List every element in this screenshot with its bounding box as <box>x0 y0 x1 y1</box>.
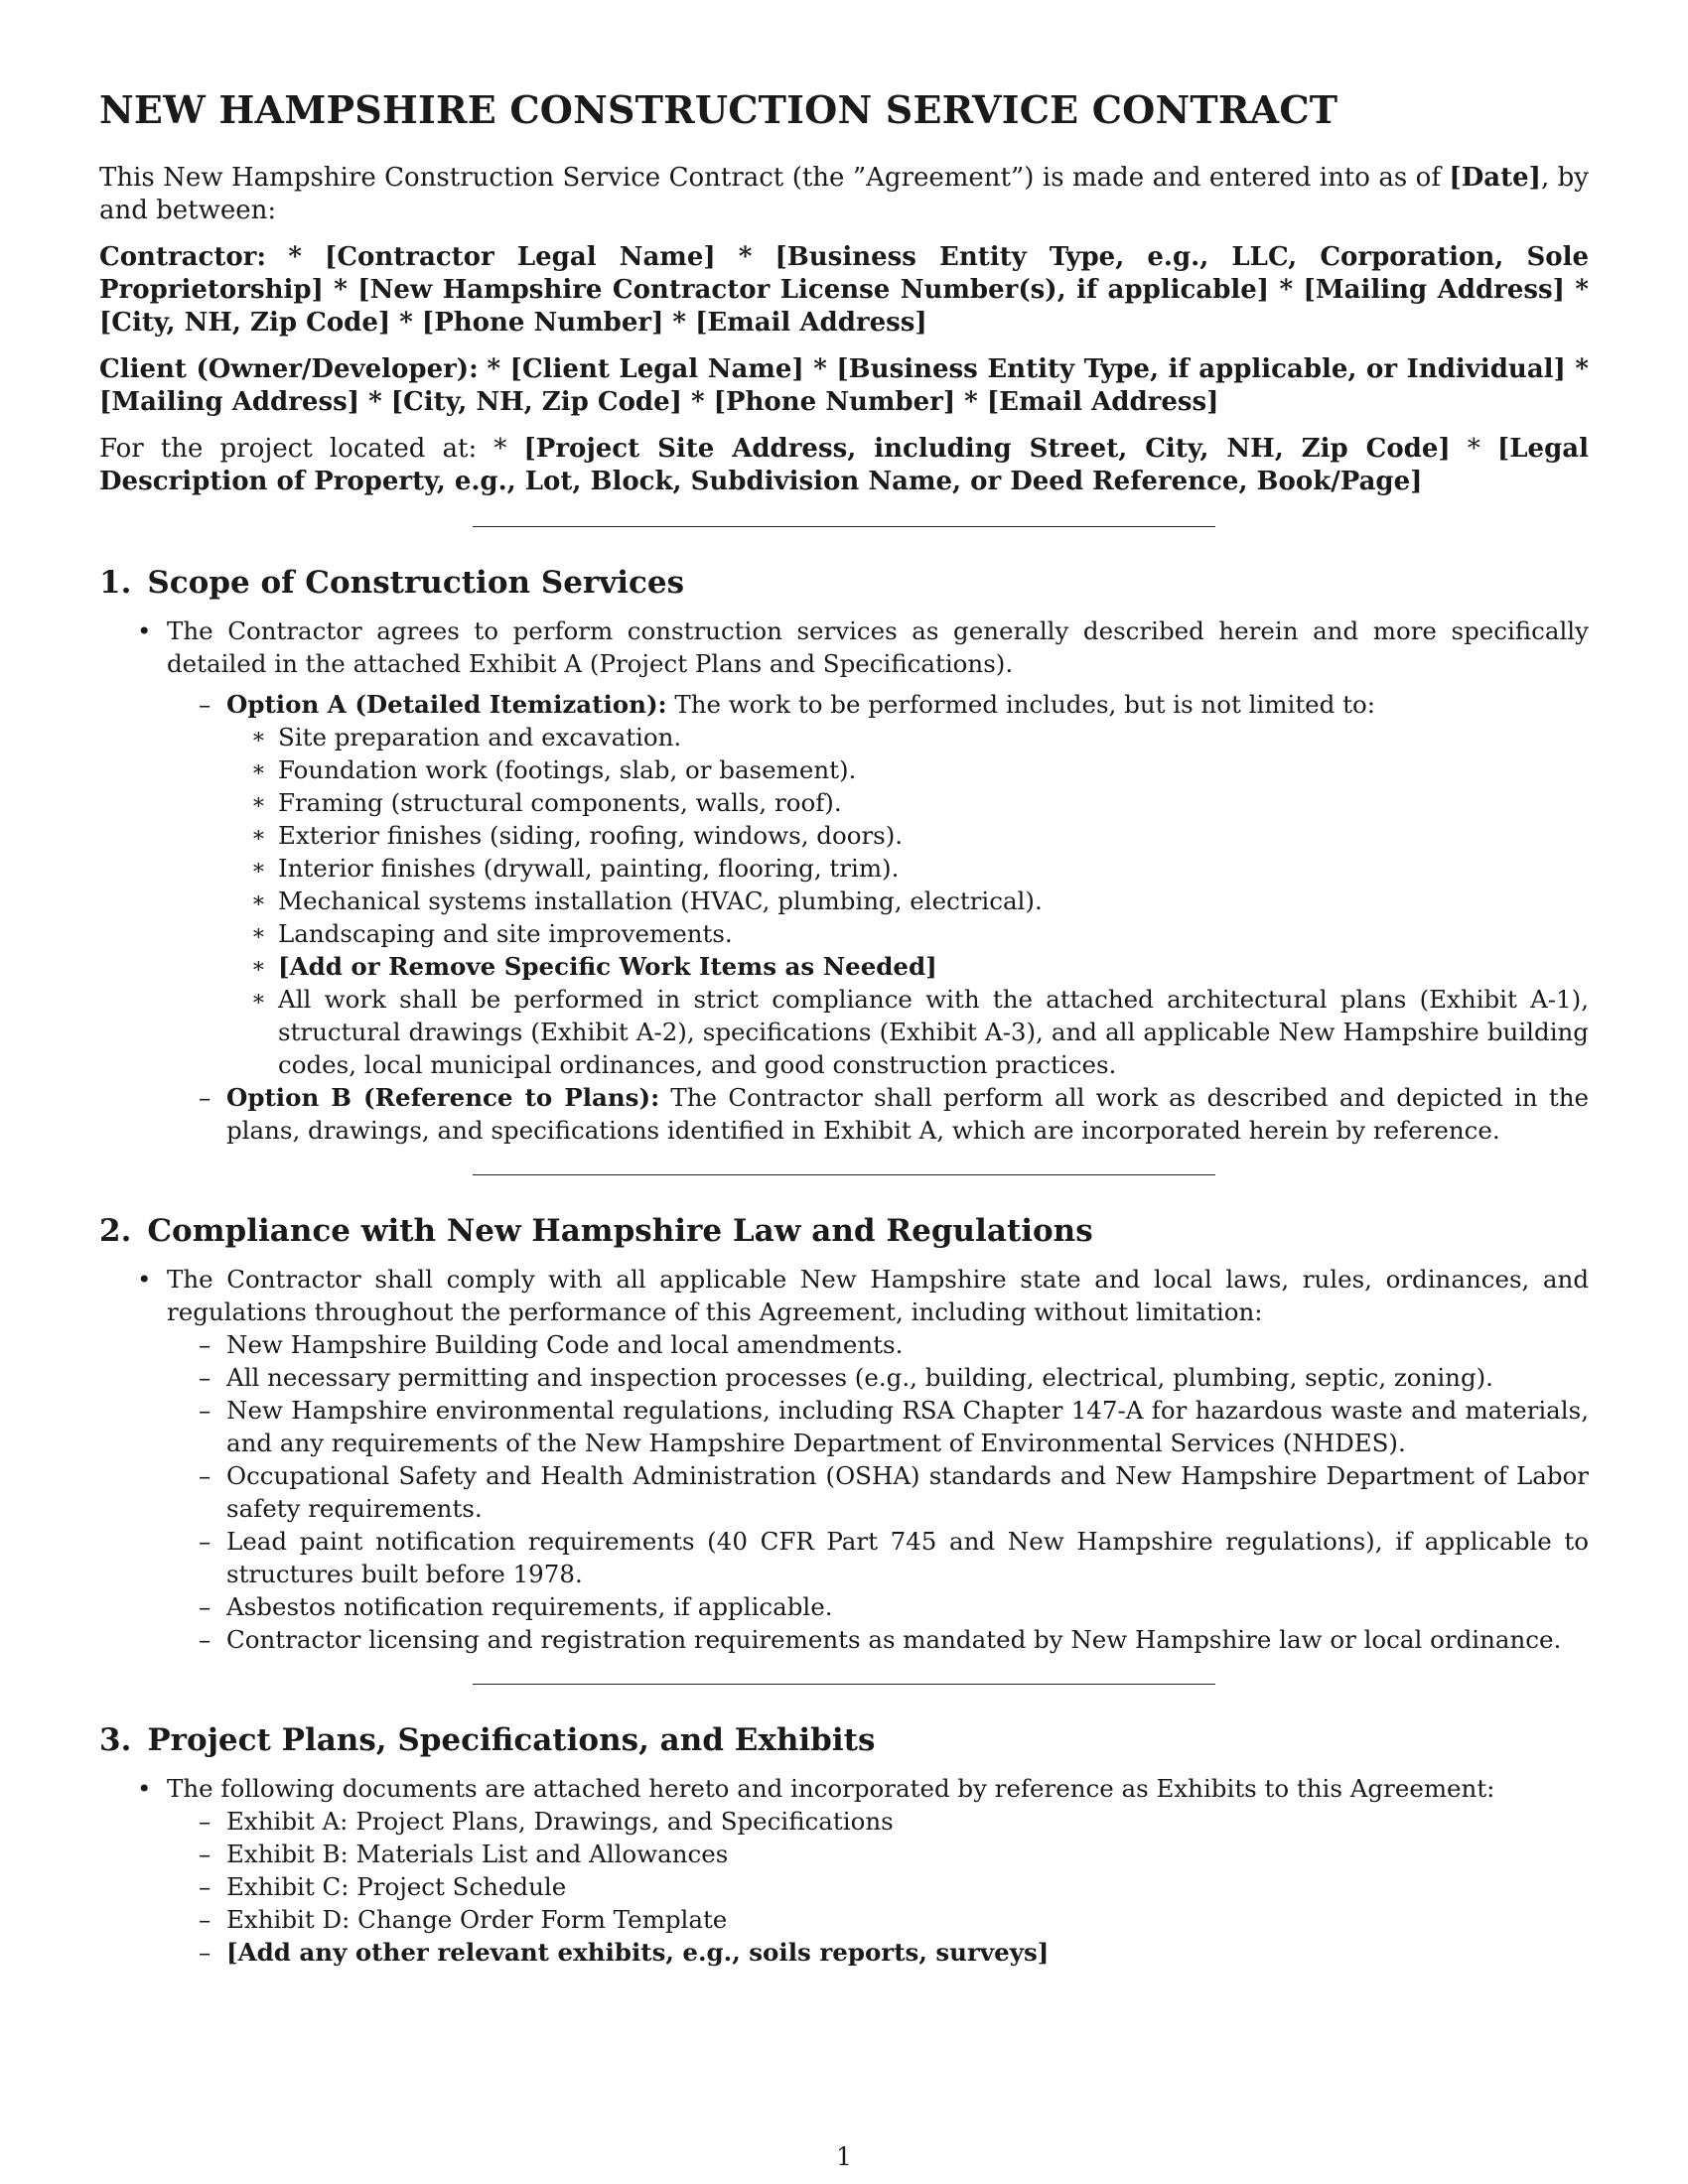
dash-marker: – <box>199 1330 211 1359</box>
option-b-text: The Contractor shall perform all work as described and depicted in the plans, drawings, and specifications identified in Exhibit A, which are incorporated herein by reference. <box>226 1083 1589 1145</box>
list-item <box>99 1936 1589 1969</box>
list-item-text: New Hampshire Building Code and local amendments. <box>226 1330 904 1359</box>
star-marker: ∗ <box>251 888 266 913</box>
list-item <box>99 1870 1589 1903</box>
option-a-item <box>99 688 1589 1081</box>
list-item <box>99 1263 1589 1656</box>
divider <box>473 1174 1215 1175</box>
client-block <box>99 353 1589 419</box>
project-lead: For the project located at: * <box>99 434 524 464</box>
list-item-text: Lead paint notification requirements (40 CFR Part 745 and New Hampshire regulations), if applicable to structures built before 1978. <box>226 1527 1589 1588</box>
star-marker: ∗ <box>251 725 266 750</box>
contractor-fields: * [Contractor Legal Name] * [Business Entity Type, e.g., LLC, Corporation, Sole Proprietorship] * [New Hampshire Contractor License Number(s), if applicable] * [Mailing Address] * [City, NH, Zip Code] * [Phone Number] * [Email Address] <box>99 242 1589 338</box>
exhibit-text: Exhibit C: Project Schedule <box>226 1872 567 1901</box>
page-number: 1 <box>836 2142 852 2171</box>
list-item-text: The Contractor agrees to perform construction services as generally described herein and more specifically detailed in the attached Exhibit A (Project Plans and Specifications). <box>167 616 1589 678</box>
project-sep: * <box>1450 434 1497 464</box>
section-title: Project Plans, Specifications, and Exhibits <box>147 1722 876 1758</box>
dash-marker: – <box>199 1938 211 1967</box>
list-item-text: All necessary permitting and inspection processes (e.g., building, electrical, plumbing, septic, zoning). <box>226 1363 1493 1392</box>
star-marker: ∗ <box>251 856 266 881</box>
list-item-text: The Contractor shall comply with all applicable New Hampshire state and local laws, rules, ordinances, and regulations throughout the performance of this Agreement, including without limitation: <box>167 1265 1589 1326</box>
list-item <box>99 786 1589 819</box>
list-item <box>99 1772 1589 1969</box>
list-item <box>99 753 1589 786</box>
client-label: Client (Owner/Developer): <box>99 354 479 384</box>
list-item <box>99 1394 1589 1459</box>
dash-marker: – <box>199 1396 211 1425</box>
work-item-text: Site preparation and excavation. <box>278 723 682 751</box>
contractor-label: Contractor: <box>99 242 266 272</box>
intro-paragraph <box>99 162 1589 227</box>
dash-marker: – <box>199 1461 211 1490</box>
list-item <box>99 721 1589 753</box>
bullet-marker: • <box>137 1265 152 1294</box>
exhibit-text: Exhibit A: Project Plans, Drawings, and Specifications <box>226 1807 894 1836</box>
section-number: 3. <box>99 1722 132 1758</box>
list-item <box>99 819 1589 852</box>
list-item <box>99 1903 1589 1936</box>
work-item-text: Foundation work (footings, slab, or basement). <box>278 755 857 784</box>
work-items-list <box>226 721 1589 1081</box>
list-item-text: New Hampshire environmental regulations, including RSA Chapter 147-A for hazardous waste and materials, and any requirements of the New Hampshire Department of Environmental Services (NHDES). <box>226 1396 1589 1457</box>
list-item <box>99 1459 1589 1525</box>
dash-marker: – <box>199 1807 211 1836</box>
exhibit-text: Exhibit B: Materials List and Allowances <box>226 1840 729 1868</box>
project-location <box>99 433 1589 498</box>
star-marker: ∗ <box>251 823 266 848</box>
add-items-placeholder: [Add or Remove Specific Work Items as Needed] <box>278 952 937 981</box>
list-item <box>99 1328 1589 1361</box>
divider <box>473 1684 1215 1685</box>
document-title: NEW HAMPSHIRE CONSTRUCTION SERVICE CONTRACT <box>99 87 1338 132</box>
list-item-text: Occupational Safety and Health Administration (OSHA) standards and New Hampshire Department of Labor safety requirements. <box>226 1461 1589 1523</box>
list-item-text: Asbestos notification requirements, if applicable. <box>226 1592 833 1621</box>
dash-marker: – <box>199 1840 211 1868</box>
legal-description-placeholder: [Legal Description of Property, e.g., Lot, Block, Subdivision Name, or Deed Reference, Book/Page] <box>99 434 1589 496</box>
compliance-text: All work shall be performed in strict compliance with the attached architectural plans (Exhibit A-1), structural drawings (Exhibit A-2), specifications (Exhibit A-3), and all applicable New Hampshire building codes, local municipal ordinances, and good construction practices. <box>278 985 1589 1079</box>
section-title: Scope of Construction Services <box>147 565 685 601</box>
dash-marker: – <box>199 1592 211 1621</box>
bullet-marker: • <box>137 616 152 645</box>
option-b-item <box>99 1081 1589 1147</box>
list-item <box>99 1525 1589 1590</box>
add-exhibits-placeholder: [Add any other relevant exhibits, e.g., soils reports, surveys] <box>226 1938 1050 1967</box>
section-2-list <box>99 1263 1589 1656</box>
star-marker: ∗ <box>251 921 266 946</box>
work-item-text: Exterior finishes (siding, roofing, windows, doors). <box>278 821 904 850</box>
list-item <box>99 1590 1589 1623</box>
option-a-label: Option A (Detailed Itemization): <box>226 690 667 719</box>
exhibits-list <box>167 1805 1589 1969</box>
list-item <box>99 614 1589 1147</box>
dash-marker: – <box>199 1905 211 1934</box>
divider <box>473 526 1215 527</box>
section-1-heading <box>99 565 1589 601</box>
list-item <box>99 950 1589 983</box>
list-item-text: The following documents are attached hereto and incorporated by reference as Exhibits to this Agreement: <box>167 1774 1495 1803</box>
section-3-list <box>99 1772 1589 1969</box>
list-item <box>99 885 1589 917</box>
dash-marker: – <box>199 1625 211 1654</box>
bullet-marker: • <box>137 1774 152 1803</box>
star-marker: ∗ <box>251 757 266 782</box>
work-item-text: Landscaping and site improvements. <box>278 919 733 948</box>
list-item <box>99 1838 1589 1870</box>
option-b-text-block <box>226 1081 1589 1147</box>
dash-marker: – <box>199 1083 211 1112</box>
section-3-heading <box>99 1722 1589 1758</box>
intro-text: This New Hampshire Construction Service Contract (the ”Agreement”) is made and entered into as of <box>99 163 1450 193</box>
list-item-text: Contractor licensing and registration requirements as mandated by New Hampshire law or local ordinance. <box>226 1625 1562 1654</box>
section-2-heading <box>99 1213 1589 1249</box>
intro-text-end: , by and between: <box>99 163 1589 225</box>
section-number: 1. <box>99 565 132 601</box>
section-number: 2. <box>99 1213 132 1249</box>
work-item-text: Mechanical systems installation (HVAC, plumbing, electrical). <box>278 887 1043 915</box>
star-marker: ∗ <box>251 987 266 1012</box>
date-placeholder: [Date] <box>1449 163 1541 193</box>
list-item <box>99 852 1589 885</box>
dash-marker: – <box>199 690 211 719</box>
list-item <box>99 983 1589 1081</box>
dash-marker: – <box>199 1527 211 1556</box>
list-item <box>99 1361 1589 1394</box>
project-site-placeholder: [Project Site Address, including Street, City, NH, Zip Code] <box>523 434 1451 464</box>
section-title: Compliance with New Hampshire Law and Regulations <box>147 1213 1093 1249</box>
star-marker: ∗ <box>251 954 266 979</box>
compliance-list <box>167 1328 1589 1656</box>
section-1-list <box>99 614 1589 1147</box>
list-item <box>99 917 1589 950</box>
exhibit-text: Exhibit D: Change Order Form Template <box>226 1905 728 1934</box>
option-a-text: The work to be performed includes, but is not limited to: <box>666 690 1375 719</box>
options-list <box>167 688 1589 1147</box>
dash-marker: – <box>199 1363 211 1392</box>
client-fields: * [Client Legal Name] * [Business Entity Type, if applicable, or Individual] * [Mailing Address] * [City, NH, Zip Code] * [Phone Number] * [Email Address] <box>99 354 1590 417</box>
list-item <box>99 1623 1589 1656</box>
work-item-text: Interior finishes (drywall, painting, flooring, trim). <box>278 854 900 883</box>
contractor-block <box>99 241 1589 340</box>
star-marker: ∗ <box>251 790 266 815</box>
list-item <box>99 1805 1589 1838</box>
dash-marker: – <box>199 1872 211 1901</box>
work-item-text: Framing (structural components, walls, roof). <box>278 788 842 817</box>
option-b-label: Option B (Reference to Plans): <box>226 1083 660 1112</box>
